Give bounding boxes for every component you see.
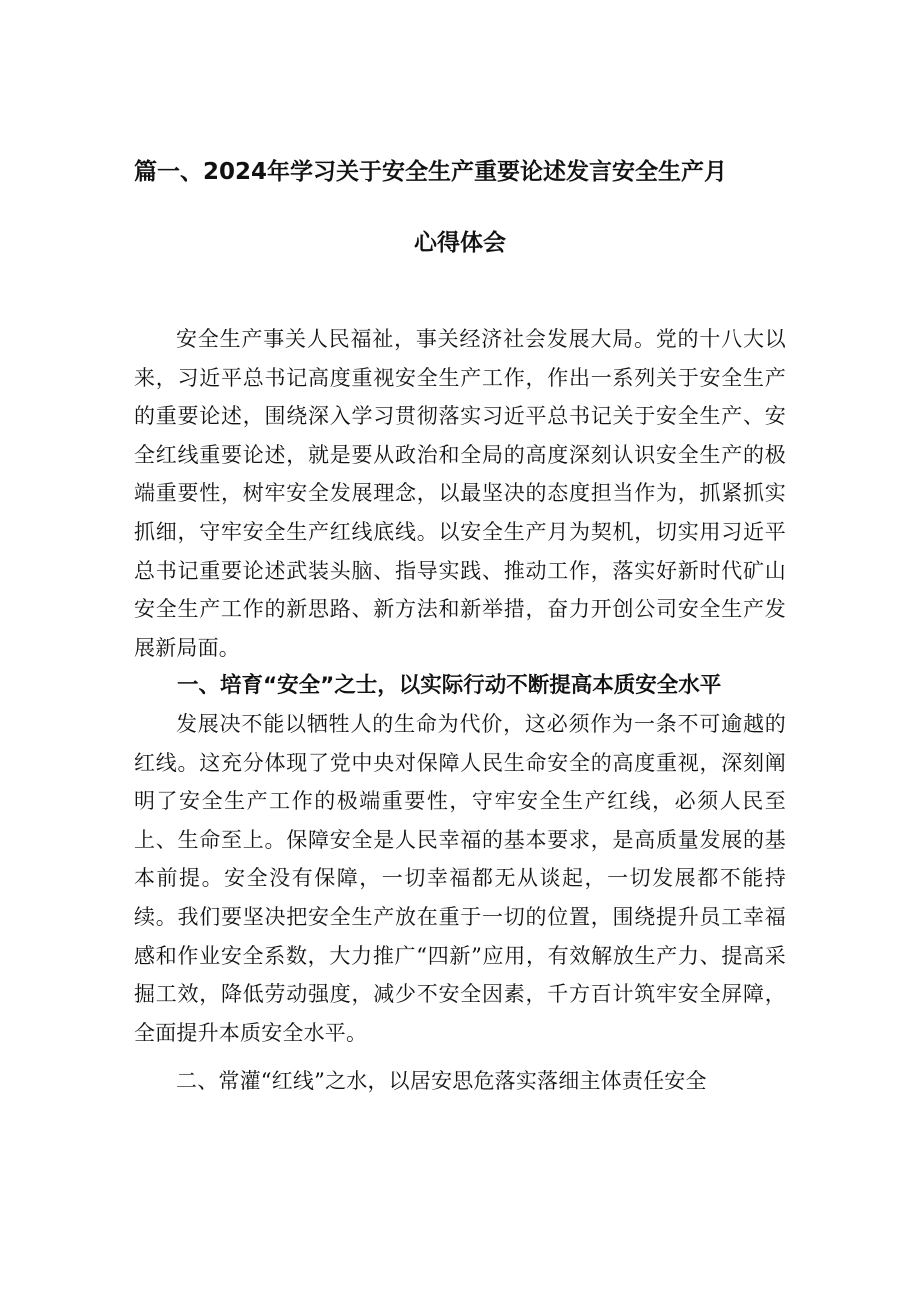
section-heading-1: 一、培育“安全”之士，以实际行动不断提高本质安全水平 xyxy=(177,673,722,698)
section-heading-2: 二、常灌“红线”之水，以居安思危落实落细主体责任安全 xyxy=(176,1069,707,1093)
document-title-line-1: 篇一、2024年学习关于安全生产重要论述发言安全生产月 xyxy=(134,159,728,185)
body-paragraph-section-1: 发展决不能以牺牲人的生命为代价，这必须作为一条不可逾越的红线。这充分体现了党中央对保障人民生命安全的高度重视，深刻阐明了安全生产工作的极端重要性，守牢安全生产红线，必须人民至上、生命至上。保障安全是人民幸福的基本要求，是高质量发展的基本前提。安全没有保障，一切幸福都无从谈起，一切发展都不能持续。我们要坚决把安全生产放在重于一切的位置，围绕提升员工幸福感和作业安全系数，大力推广“四新”应用，有效解放生产力、提高采掘工效，降低劳动强度，减少不安全因素，千方百计筑牢安全屏障，全面提升本质安全水平。 xyxy=(134,712,786,1045)
document-title-line-2: 心得体会 xyxy=(414,230,506,256)
body-paragraph-intro: 安全生产事关人民福祉，事关经济社会发展大局。党的十八大以来，习近平总书记高度重视安全生产工作，作出一系列关于安全生产的重要论述，围绕深入学习贯彻落实习近平总书记关于安全生产、安全红线重要论述，就是要从政治和全局的高度深刻认识安全生产的极端重要性，树牢安全发展理念，以最坚决的态度担当作为，抓紧抓实抓细，守牢安全生产红线底线。以安全生产月为契机，切实用习近平总书记重要论述武装头脑、指导实践、推动工作，落实好新时代矿山安全生产工作的新思路、新方法和新举措，奋力开创公司安全生产发展新局面。 xyxy=(134,327,786,660)
